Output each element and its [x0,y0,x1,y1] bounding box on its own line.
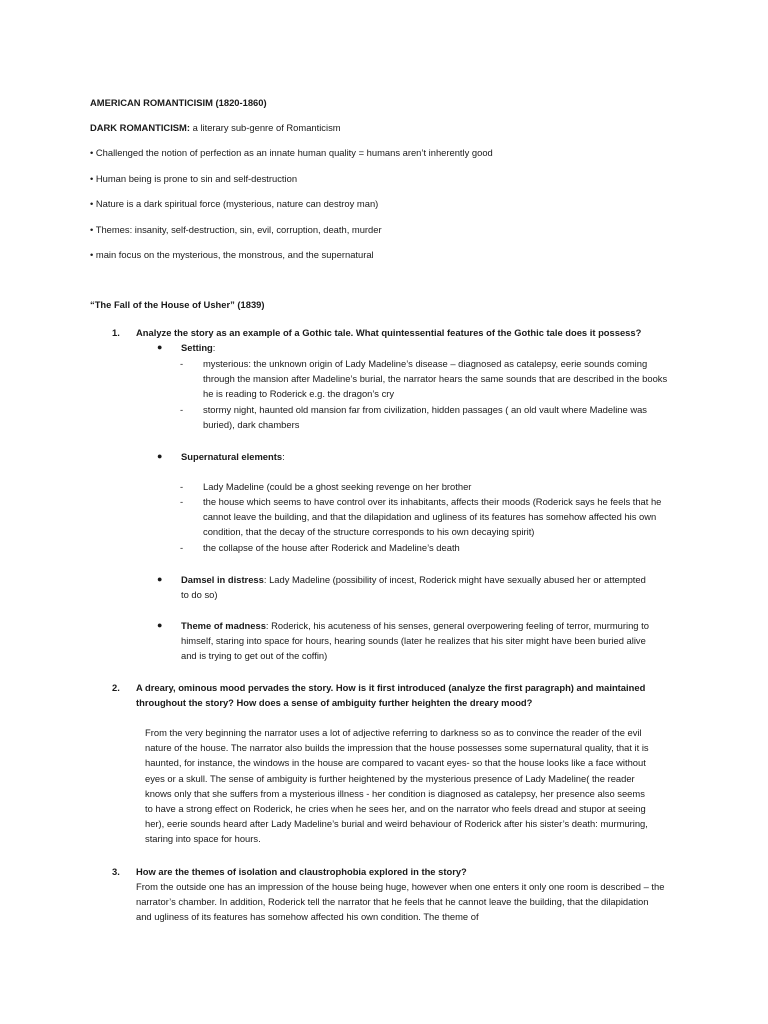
bullet-icon: ● [157,342,163,352]
dash-marker: - [180,481,184,492]
dark-romanticism-definition: a literary sub-genre of Romanticism [190,122,341,133]
setting-item-text: mysterious: the unknown origin of Lady Madeline’s disease – diagnosed as catalepsy, eerie sounds coming through the mansion after Madeline’s burial, the narrator hears the same sounds that are described in the books he is reading to Roderick e.g. the dragon’s cry [203,358,668,400]
list-item: • Nature is a dark spiritual force (mysterious, nature can destroy man) [90,198,379,209]
question-number: 3. [112,866,120,877]
supernatural-item-text: the house which seems to have control over its inhabitants, affects their moods (Roderick says he feels that he cannot leave the building, and that the dilapidation and ugliness of its features has somehow affected his own condition, that the decay of the structure corresponds to his own decaying spirit) [203,496,662,538]
damsel-text: : Lady Madeline (possibility of incest, Roderick might have sexually abused her or attempted to do so) [181,574,646,601]
supernatural-label: Supernatural elements [181,451,283,462]
list-item: • main focus on the mysterious, the monstrous, and the supernatural [90,249,374,260]
list-item: • Human being is prone to sin and self-destruction [90,172,298,184]
dash-marker: - [180,542,184,553]
question-text: Analyze the story as an example of a Gothic tale. What quintessential features of the Gothic tale does it possess? [136,327,642,338]
bullet-icon: ● [157,451,163,461]
supernatural-item-text: the collapse of the house after Roderick and Madeline’s death [203,542,460,553]
madness-label: Theme of madness [181,620,266,631]
dash-marker: - [180,358,184,369]
damsel-label: Damsel in distress [181,574,264,585]
setting-label-wrap [181,340,215,355]
document-title: AMERICAN ROMANTICISIM (1820-1860) [90,97,267,108]
dash-marker: - [180,404,184,415]
bullet-icon: ● [157,620,163,630]
list-item: • Themes: insanity, self-destruction, sin, evil, corruption, death, murder [90,223,382,235]
story-title: “The Fall of the House of Usher” (1839) [90,299,265,310]
question-number: 1. [112,327,120,338]
answer-2: From the very beginning the narrator uses a lot of adjective referring to darkness so as to convince the reader of the evil nature of the house. The narrator also builds the impression that the house possesses some supernatural quality, that it is haunted, for instance, the windows in the house are compared to vacant eyes- so that the house looks like a face without eyes or a skull. The sense of ambiguity is further heightened by the mysterious presence of Lady Madeline( the reader knows only that she suffers from a mysterious illness - her condition is diagnosed as catalepsy, her presence also seems to have a strong effect on Roderick, he cries when he sees her, and on the narrator who feels dread and stupor at seeing her), eerie sounds heard after Lady Madeline’s burial and weird behaviour of Roderick after his sister’s death: murmuring, staring into space for hours. [145,727,649,845]
dark-romanticism-line [90,120,341,135]
madness-text: : Roderick, his acuteness of his senses, general overpowering feeling of terror, murmuring to himself, staring into space for hours, hearing sounds (later he realizes that his siter might have been buried alive and is trying to get out of the coffin) [181,620,649,662]
supernatural-label-wrap [181,449,285,464]
supernatural-colon: : [282,451,285,462]
dark-romanticism-label: DARK ROMANTICISM: [90,122,190,133]
question-number: 2. [112,682,120,693]
setting-label: Setting [181,342,213,353]
setting-item-text: stormy night, haunted old mansion far from civilization, hidden passages ( an old vault where Madeline was buried), dark chambers [203,404,647,431]
setting-colon: : [212,342,216,353]
list-item: • Challenged the notion of perfection as an innate human quality = humans aren’t inherently good [90,147,493,158]
madness-paragraph [181,618,661,664]
bullet-icon: ● [157,574,163,584]
dash-marker: - [180,496,184,507]
characteristics-list [90,145,493,273]
question-text: How are the themes of isolation and claustrophobia explored in the story? [136,866,467,877]
supernatural-item-text: Lady Madeline (could be a ghost seeking revenge on her brother [203,481,472,492]
damsel-paragraph [181,572,651,602]
question-text: A dreary, ominous mood pervades the story. How is it first introduced (analyze the first paragraph) and maintained throughout the story? How does a sense of ambiguity further heighten the dreary mood? [136,682,646,709]
answer-3: From the outside one has an impression of the house being huge, however when one enters it only one room is described – the narrator’s chamber. In addition, Roderick tell the narrator that he feels that he cannot leave the building, that the dilapidation and ugliness of its features has somehow affected his own condition. The theme of [136,881,665,923]
